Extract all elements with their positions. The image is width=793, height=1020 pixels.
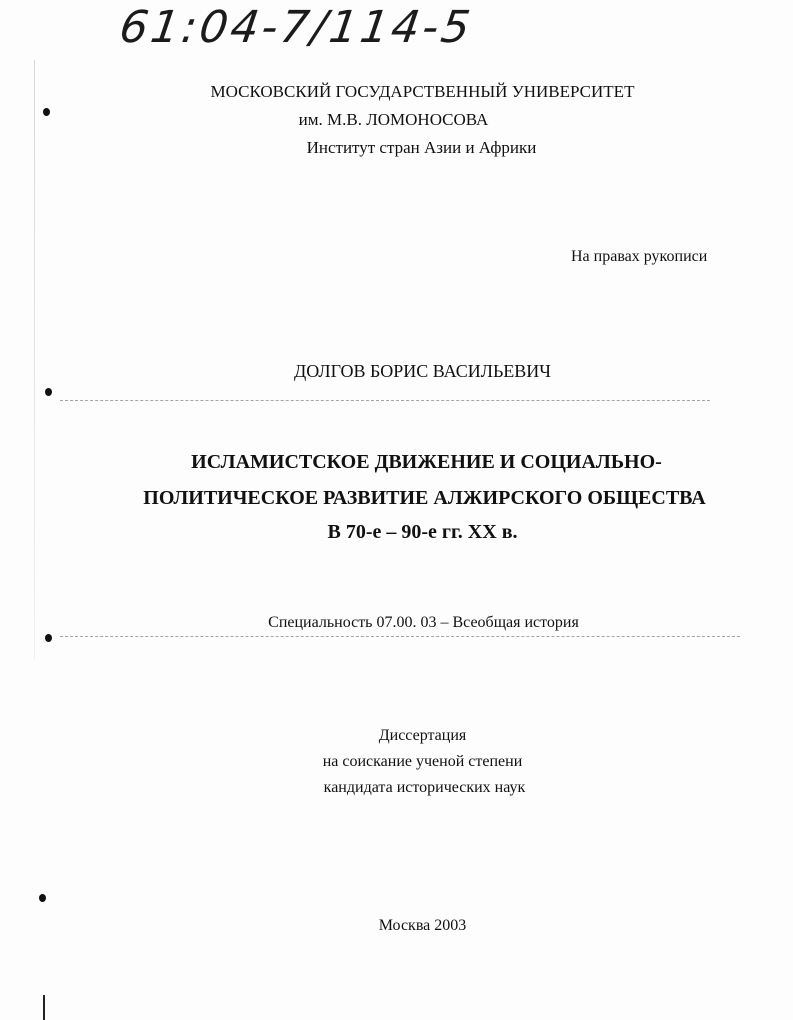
scan-dash-line [60, 636, 740, 637]
scan-punch-dot [39, 894, 46, 902]
institute-name: Институт стран Азии и Африки [306, 138, 537, 157]
dissertation-title-line-2: ПОЛИТИЧЕСКОЕ РАЗВИТИЕ АЛЖИРСКОГО ОБЩЕСТВА [143, 487, 706, 509]
dissertation-title-line-3: В 70-е – 90-е гг. XX в. [327, 521, 518, 543]
degree-purpose: на соискание ученой степени [322, 753, 523, 770]
university-named-after: им. М.В. ЛОМОНОСОВА [298, 110, 489, 129]
scan-edge-mark [43, 995, 45, 1020]
place-and-year: Москва 2003 [378, 917, 467, 934]
specialty-line: Специальность 07.00. 03 – Всеобщая история [268, 614, 579, 631]
degree-name: кандидата исторических наук [323, 779, 526, 796]
document-type: Диссертация [378, 727, 467, 744]
archive-code-handwritten: 61:04-7/114-5 [116, 2, 476, 53]
dissertation-title-line-1: ИСЛАМИСТСКОЕ ДВИЖЕНИЕ И СОЦИАЛЬНО- [191, 451, 662, 473]
scan-punch-dot [45, 388, 52, 396]
author-name: ДОЛГОВ БОРИС ВАСИЛЬЕВИЧ [293, 361, 551, 381]
scan-dash-line [60, 400, 710, 401]
university-name: МОСКОВСКИЙ ГОСУДАРСТВЕННЫЙ УНИВЕРСИТЕТ [210, 82, 635, 101]
scan-punch-dot [45, 634, 52, 642]
rights-notice: На правах рукописи [571, 248, 708, 265]
